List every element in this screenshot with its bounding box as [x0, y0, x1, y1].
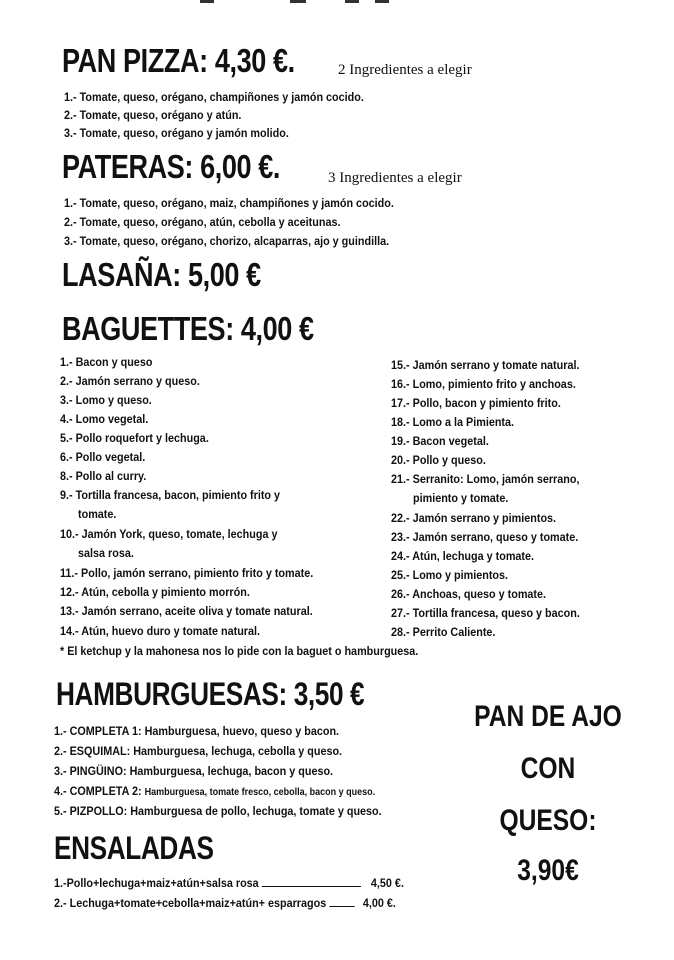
hamburguesa-item: 2.- ESQUIMAL: Hamburguesa, lechuga, cebolla y queso.: [54, 744, 343, 758]
baguette-item: 9.- Tortilla francesa, bacon, pimiento frito y: [60, 488, 281, 502]
pan-pizza-title: PAN PIZZA: 4,30 €.: [62, 42, 295, 79]
ensalada-name: 2.- Lechuga+tomate+cebolla+maiz+atún+ esparragos: [54, 896, 327, 910]
top-mark: [200, 0, 214, 3]
pan-pizza-item: 1.- Tomate, queso, orégano, champiñones y jamón cocido.: [64, 90, 364, 104]
baguette-item: 24.- Atún, lechuga y tomate.: [391, 549, 535, 563]
ensalada-item: [54, 896, 396, 910]
baguette-item: 6.- Pollo vegetal.: [60, 450, 146, 464]
baguette-item: 12.- Atún, cebolla y pimiento morrón.: [60, 585, 250, 599]
baguette-item: 2.- Jamón serrano y queso.: [60, 374, 200, 388]
baguette-item: 21.- Serranito: Lomo, jamón serrano,: [391, 472, 580, 486]
top-mark: [345, 0, 359, 3]
lasana-title: LASAÑA: 5,00 €: [62, 256, 261, 293]
baguette-item: 14.- Atún, huevo duro y tomate natural.: [60, 624, 261, 638]
hamburguesa-item: 3.- PINGÜINO: Hamburguesa, lechuga, bacon y queso.: [54, 764, 334, 778]
baguette-item: 23.- Jamón serrano, queso y tomate.: [391, 530, 579, 544]
baguettes-title: BAGUETTES: 4,00 €: [62, 310, 314, 347]
baguettes-footnote: * El ketchup y la mahonesa nos lo pide con la baguet o hamburguesa.: [60, 644, 419, 658]
pateras-item: 2.- Tomate, queso, orégano, atún, cebolla y aceitunas.: [64, 215, 341, 229]
baguette-item: 4.- Lomo vegetal.: [60, 412, 149, 426]
baguette-item-cont: salsa rosa.: [78, 546, 134, 560]
pateras-item: 1.- Tomate, queso, orégano, maiz, champiñones y jamón cocido.: [64, 196, 394, 210]
baguette-item: 17.- Pollo, bacon y pimiento frito.: [391, 396, 561, 410]
baguette-item: 27.- Tortilla francesa, queso y bacon.: [391, 606, 580, 620]
pan-de-ajo-price: 3,90€: [517, 854, 579, 887]
baguette-item-cont: tomate.: [78, 507, 117, 521]
top-mark: [290, 0, 306, 3]
top-mark: [375, 0, 389, 3]
hamburguesa-item-detail: Hamburguesa, tomate fresco, cebolla, bacon y queso.: [144, 787, 376, 798]
baguette-item: 13.- Jamón serrano, aceite oliva y tomate natural.: [60, 604, 313, 618]
price-leader: [329, 906, 354, 907]
baguette-item: 8.- Pollo al curry.: [60, 469, 147, 483]
pateras-title: PATERAS: 6,00 €.: [62, 148, 281, 185]
baguette-item-cont: pimiento y tomate.: [413, 491, 509, 505]
baguette-item: 16.- Lomo, pimiento frito y anchoas.: [391, 377, 576, 391]
baguette-item: 3.- Lomo y queso.: [60, 393, 152, 407]
baguette-item: 11.- Pollo, jamón serrano, pimiento frito y tomate.: [60, 566, 314, 580]
baguette-item: 15.- Jamón serrano y tomate natural.: [391, 358, 580, 372]
pan-de-ajo-line2: CON: [520, 752, 576, 785]
hamburguesa-item-label: 4.- COMPLETA 2:: [54, 784, 142, 798]
pan-pizza-note: 2 Ingredientes a elegir: [338, 62, 472, 78]
baguette-item: 26.- Anchoas, queso y tomate.: [391, 587, 547, 601]
baguette-item: 22.- Jamón serrano y pimientos.: [391, 511, 557, 525]
baguette-item: 5.- Pollo roquefort y lechuga.: [60, 431, 209, 445]
pan-pizza-item: 3.- Tomate, queso, orégano y jamón molido.: [64, 126, 289, 140]
pan-pizza-item: 2.- Tomate, queso, orégano y atún.: [64, 108, 242, 122]
baguette-item: 10.- Jamón York, queso, tomate, lechuga y: [60, 527, 278, 541]
pan-de-ajo-line3: QUESO:: [499, 804, 597, 837]
baguette-item: 18.- Lomo a la Pimienta.: [391, 415, 515, 429]
ensaladas-title: ENSALADAS: [54, 830, 214, 866]
baguette-item: 28.- Perrito Caliente.: [391, 625, 496, 639]
pan-de-ajo-line1: PAN DE AJO: [474, 700, 622, 733]
ensalada-price: 4,00 €.: [362, 896, 396, 910]
ensalada-name: 1.-Pollo+lechuga+maiz+atún+salsa rosa: [54, 876, 259, 890]
baguette-item: 25.- Lomo y pimientos.: [391, 568, 509, 582]
ensalada-price: 4,50 €.: [370, 876, 404, 890]
hamburguesa-item: [54, 784, 375, 798]
price-leader: [262, 886, 361, 887]
hamburguesa-item: 5.- PIZPOLLO: Hamburguesa de pollo, lechuga, tomate y queso.: [54, 804, 382, 818]
pateras-item: 3.- Tomate, queso, orégano, chorizo, alcaparras, ajo y guindilla.: [64, 234, 390, 248]
hamburguesas-title: HAMBURGUESAS: 3,50 €: [56, 676, 365, 712]
baguette-item: 20.- Pollo y queso.: [391, 453, 486, 467]
baguette-item: 19.- Bacon vegetal.: [391, 434, 489, 448]
baguette-item: 1.- Bacon y queso: [60, 355, 153, 369]
hamburguesa-item: 1.- COMPLETA 1: Hamburguesa, huevo, queso y bacon.: [54, 724, 340, 738]
pateras-note: 3 Ingredientes a elegir: [328, 170, 462, 186]
ensalada-item: [54, 876, 404, 890]
